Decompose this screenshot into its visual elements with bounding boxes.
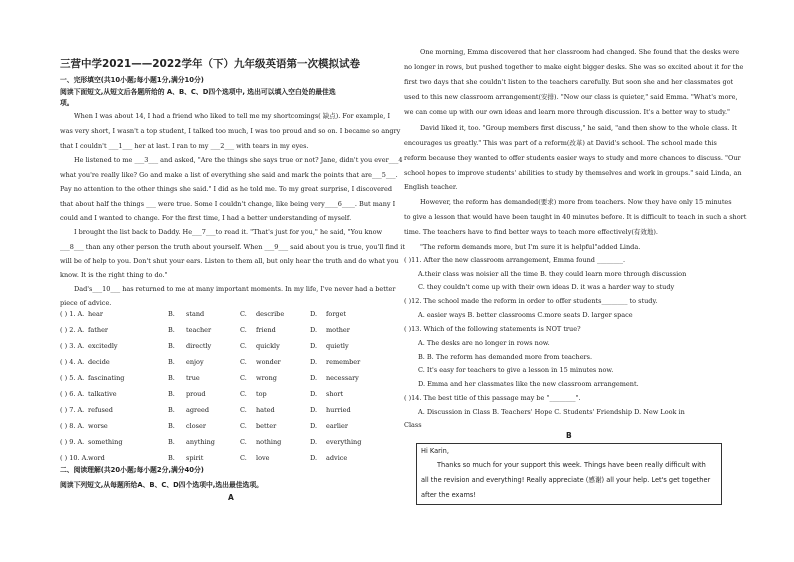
option-a: fascinating xyxy=(88,374,125,382)
option-b: spirit xyxy=(186,454,204,462)
passage-line: He listened to me ___3___ and asked, "Are the things she says true or not? Jane, didn't you ever___4 xyxy=(74,156,403,164)
option-d: necessary xyxy=(326,374,359,382)
option-number: ( ) 9. A. xyxy=(60,438,85,446)
passage-line: time. The teachers have to find better ways to teach more effectively(有效地). xyxy=(404,228,659,236)
option-a: refused xyxy=(88,406,113,414)
option-b-letter: B. xyxy=(168,310,175,318)
option-number: ( ) 3. A. xyxy=(60,342,85,350)
section-2-instruction: 阅读下列短文,从每题所给A、B、C、D四个选项中,选出最佳选项。 xyxy=(60,481,263,489)
option-b: proud xyxy=(186,390,206,398)
passage-line: One morning, Emma discovered that her classroom had changed. She found that the desks were xyxy=(420,48,740,56)
option-d-letter: D. xyxy=(310,326,318,334)
passage-line: David liked it, too. "Group members first discuss," he said, "and then show to the whole class. It xyxy=(420,124,737,132)
option-number: ( ) 5. A. xyxy=(60,374,85,382)
section-1-instruction: 阅读下面短文,从短文后各题所给的 A、B、C、D四个选项中, 选出可以填入空白处的最佳选 xyxy=(60,88,336,96)
question-11: ( )11. After the new classroom arrangement, Emma found ________. xyxy=(404,256,626,264)
passage-line: what you're really like? Go and make a list of everything she said and mark the points that are___5___. xyxy=(60,171,398,179)
option-d-letter: D. xyxy=(310,438,318,446)
question-14: ( )14. The best title of this passage may be "________". xyxy=(404,394,581,402)
option-b-letter: B. xyxy=(168,374,175,382)
option-d: everything xyxy=(326,438,362,446)
option-c-letter: C. xyxy=(240,454,247,462)
option-number: ( ) 10. A. xyxy=(60,454,89,462)
option-b: directly xyxy=(186,342,212,350)
passage-line: "The reform demands more, but I'm sure it is helpful"added Linda. xyxy=(420,243,641,251)
option-b: anything xyxy=(186,438,215,446)
passage-line: know. It is the right thing to do." xyxy=(60,271,168,279)
question-12: ( )12. The school made the reform in order to offer students________ to study. xyxy=(404,297,658,305)
passage-line: ___8___ than any other person the truth about yourself. When ___9___ said about you is true, you'll find it xyxy=(60,243,405,251)
option-c: better xyxy=(256,422,277,430)
option-d-letter: D. xyxy=(310,406,318,414)
option-d-letter: D. xyxy=(310,342,318,350)
question-11-options: C. they couldn't come up with their own ideas D. it was a harder way to study xyxy=(418,283,675,291)
part-a-label: A xyxy=(228,493,234,502)
option-a: decide xyxy=(88,358,110,366)
passage-line: was very short, I wasn't a top student, I talked too much, I was too proud and so on. I became so angry xyxy=(60,127,401,135)
question-14-options-cont: Class xyxy=(404,421,422,429)
option-number: ( ) 4. A. xyxy=(60,358,85,366)
option-d: earlier xyxy=(326,422,348,430)
option-c: top xyxy=(256,390,267,398)
option-c: describe xyxy=(256,310,285,318)
option-c: hated xyxy=(256,406,275,414)
passage-line: piece of advice. xyxy=(60,299,112,307)
option-d: advice xyxy=(326,454,348,462)
option-c: wonder xyxy=(256,358,281,366)
passage-line: we can come up with our own ideas and learn more through discussion. It's a better way to study." xyxy=(404,108,730,116)
option-b-letter: B. xyxy=(168,390,175,398)
question-13-option: D. Emma and her classmates like the new classroom arrangement. xyxy=(418,380,639,388)
option-a: word xyxy=(88,454,105,462)
email-line: all the revision and everything! Really appreciate (感谢) all your help. Let's get together xyxy=(421,476,711,484)
option-d: quietly xyxy=(326,342,349,350)
option-a: excitedly xyxy=(88,342,118,350)
option-number: ( ) 2. A. xyxy=(60,326,85,334)
option-c: friend xyxy=(256,326,276,334)
option-d-letter: D. xyxy=(310,454,318,462)
question-13-option: C. It's easy for teachers to give a lesson in 15 minutes now. xyxy=(418,366,614,374)
passage-line: will be of help to you. Don't shut your ears. Listen to them all, but only hear the truth and do what you xyxy=(60,257,399,265)
email-line: after the exams! xyxy=(421,491,476,499)
option-number: ( ) 6. A. xyxy=(60,390,85,398)
option-number: ( ) 1. A. xyxy=(60,310,85,318)
question-14-options: A. Discussion in Class B. Teachers' Hope C. Students' Friendship D. New Look in xyxy=(418,408,685,416)
passage-line: could and I wanted to change. For the first time, I had a better understanding of myself. xyxy=(60,214,352,222)
option-c-letter: C. xyxy=(240,374,247,382)
option-a: worse xyxy=(88,422,108,430)
question-12-options: A. easier ways B. better classrooms C.more seats D. larger space xyxy=(418,311,633,319)
exam-title: 三营中学2021——2022学年（下）九年级英语第一次模拟试卷 xyxy=(60,58,360,70)
option-d: hurried xyxy=(326,406,351,414)
option-c-letter: C. xyxy=(240,390,247,398)
question-13: ( )13. Which of the following statements is NOT true? xyxy=(404,325,581,333)
passage-line: Dad's___10___ has returned to me at many important moments. In my life, I've never had a better xyxy=(74,285,396,293)
option-d: mother xyxy=(326,326,350,334)
option-a: talkative xyxy=(88,390,117,398)
option-number: ( ) 8. A. xyxy=(60,422,85,430)
passage-line: I brought the list back to Daddy. He___7___to read it. "That's just for you," he said, "You know xyxy=(74,228,383,236)
option-c-letter: C. xyxy=(240,406,247,414)
option-c-letter: C. xyxy=(240,358,247,366)
option-b-letter: B. xyxy=(168,342,175,350)
option-c: love xyxy=(256,454,270,462)
passage-line: However, the reform has demanded(要求) more from teachers. Now they have only 15 minutes xyxy=(420,198,732,206)
passage-line: When I was about 14, I had a friend who liked to tell me my shortcomings( 缺点). For example, I xyxy=(74,112,391,120)
question-13-option: B. B. The reform has demanded more from teachers. xyxy=(418,353,593,361)
email-greeting: Hi Karin, xyxy=(421,447,449,455)
passage-line: no longer in rows, but pushed together to make eight bigger desks. She was so excited about it for the xyxy=(404,63,744,71)
option-d-letter: D. xyxy=(310,310,318,318)
option-c-letter: C. xyxy=(240,422,247,430)
option-c: wrong xyxy=(256,374,277,382)
option-d-letter: D. xyxy=(310,422,318,430)
email-line: Thanks so much for your support this week. Things have been really difficult with xyxy=(437,461,706,469)
passage-line: Pay no attention to the other things she said." I did as he told me. To my great surprise, I discovered xyxy=(60,185,393,193)
passage-line: used to this new classroom arrangement(安排). "Now our class is quieter," said Emma. "What's more, xyxy=(404,93,738,101)
option-b: stand xyxy=(186,310,205,318)
option-b: closer xyxy=(186,422,206,430)
option-c-letter: C. xyxy=(240,310,247,318)
section-1-instruction-cont: 项。 xyxy=(60,99,74,107)
option-b-letter: B. xyxy=(168,326,175,334)
question-13-option: A. The desks are no longer in rows now. xyxy=(418,339,550,347)
option-b-letter: B. xyxy=(168,406,175,414)
passage-line: that about half the things ___ were true. Some I couldn't change, like being very____6____. But many I xyxy=(60,200,396,208)
option-a: father xyxy=(88,326,109,334)
option-d: remember xyxy=(326,358,361,366)
option-b: agreed xyxy=(186,406,209,414)
section-2-heading: 二、阅读理解(共20小题;每小题2分,满分40分) xyxy=(60,466,204,474)
option-d-letter: D. xyxy=(310,358,318,366)
option-b-letter: B. xyxy=(168,438,175,446)
passage-line: to give a lesson that would have been taught in 40 minutes before. It is difficult to teach in such a short xyxy=(404,213,747,221)
option-b: true xyxy=(186,374,200,382)
option-d-letter: D. xyxy=(310,374,318,382)
option-d: short xyxy=(326,390,344,398)
passage-line: school hopes to improve students' abilities to study by themselves and work in groups." said Linda, an xyxy=(404,169,742,177)
passage-line: reform because they wanted to offer students easier ways to study and more chances to discuss. "Our xyxy=(404,154,741,162)
part-b-label: B xyxy=(566,431,572,440)
option-c-letter: C. xyxy=(240,438,247,446)
option-b-letter: B. xyxy=(168,358,175,366)
option-b-letter: B. xyxy=(168,422,175,430)
passage-line: English teacher. xyxy=(404,183,458,191)
passage-line: encourages us greatly." This was part of a reform(改革) at David's school. The school made this xyxy=(404,139,717,147)
option-d-letter: D. xyxy=(310,390,318,398)
option-a: something xyxy=(88,438,123,446)
email-box xyxy=(416,443,722,505)
question-11-options: A.their class was noisier all the time B. they could learn more through discussion xyxy=(418,270,687,278)
option-b: enjoy xyxy=(186,358,204,366)
section-1-heading: 一、完形填空(共10小题;每小题1分,满分10分) xyxy=(60,76,204,84)
passage-line: first two days that she couldn't listen to the teachers carefully. But soon she and her classmates got xyxy=(404,78,734,86)
option-c: quickly xyxy=(256,342,280,350)
passage-line: that I couldn't ___1___ her at last. I ran to my ___2___ with tears in my eyes. xyxy=(60,142,309,150)
option-c-letter: C. xyxy=(240,342,247,350)
option-number: ( ) 7. A. xyxy=(60,406,85,414)
option-b: teacher xyxy=(186,326,212,334)
option-c: nothing xyxy=(256,438,282,446)
option-a: hear xyxy=(88,310,104,318)
option-c-letter: C. xyxy=(240,326,247,334)
option-d: forget xyxy=(326,310,347,318)
option-b-letter: B. xyxy=(168,454,175,462)
